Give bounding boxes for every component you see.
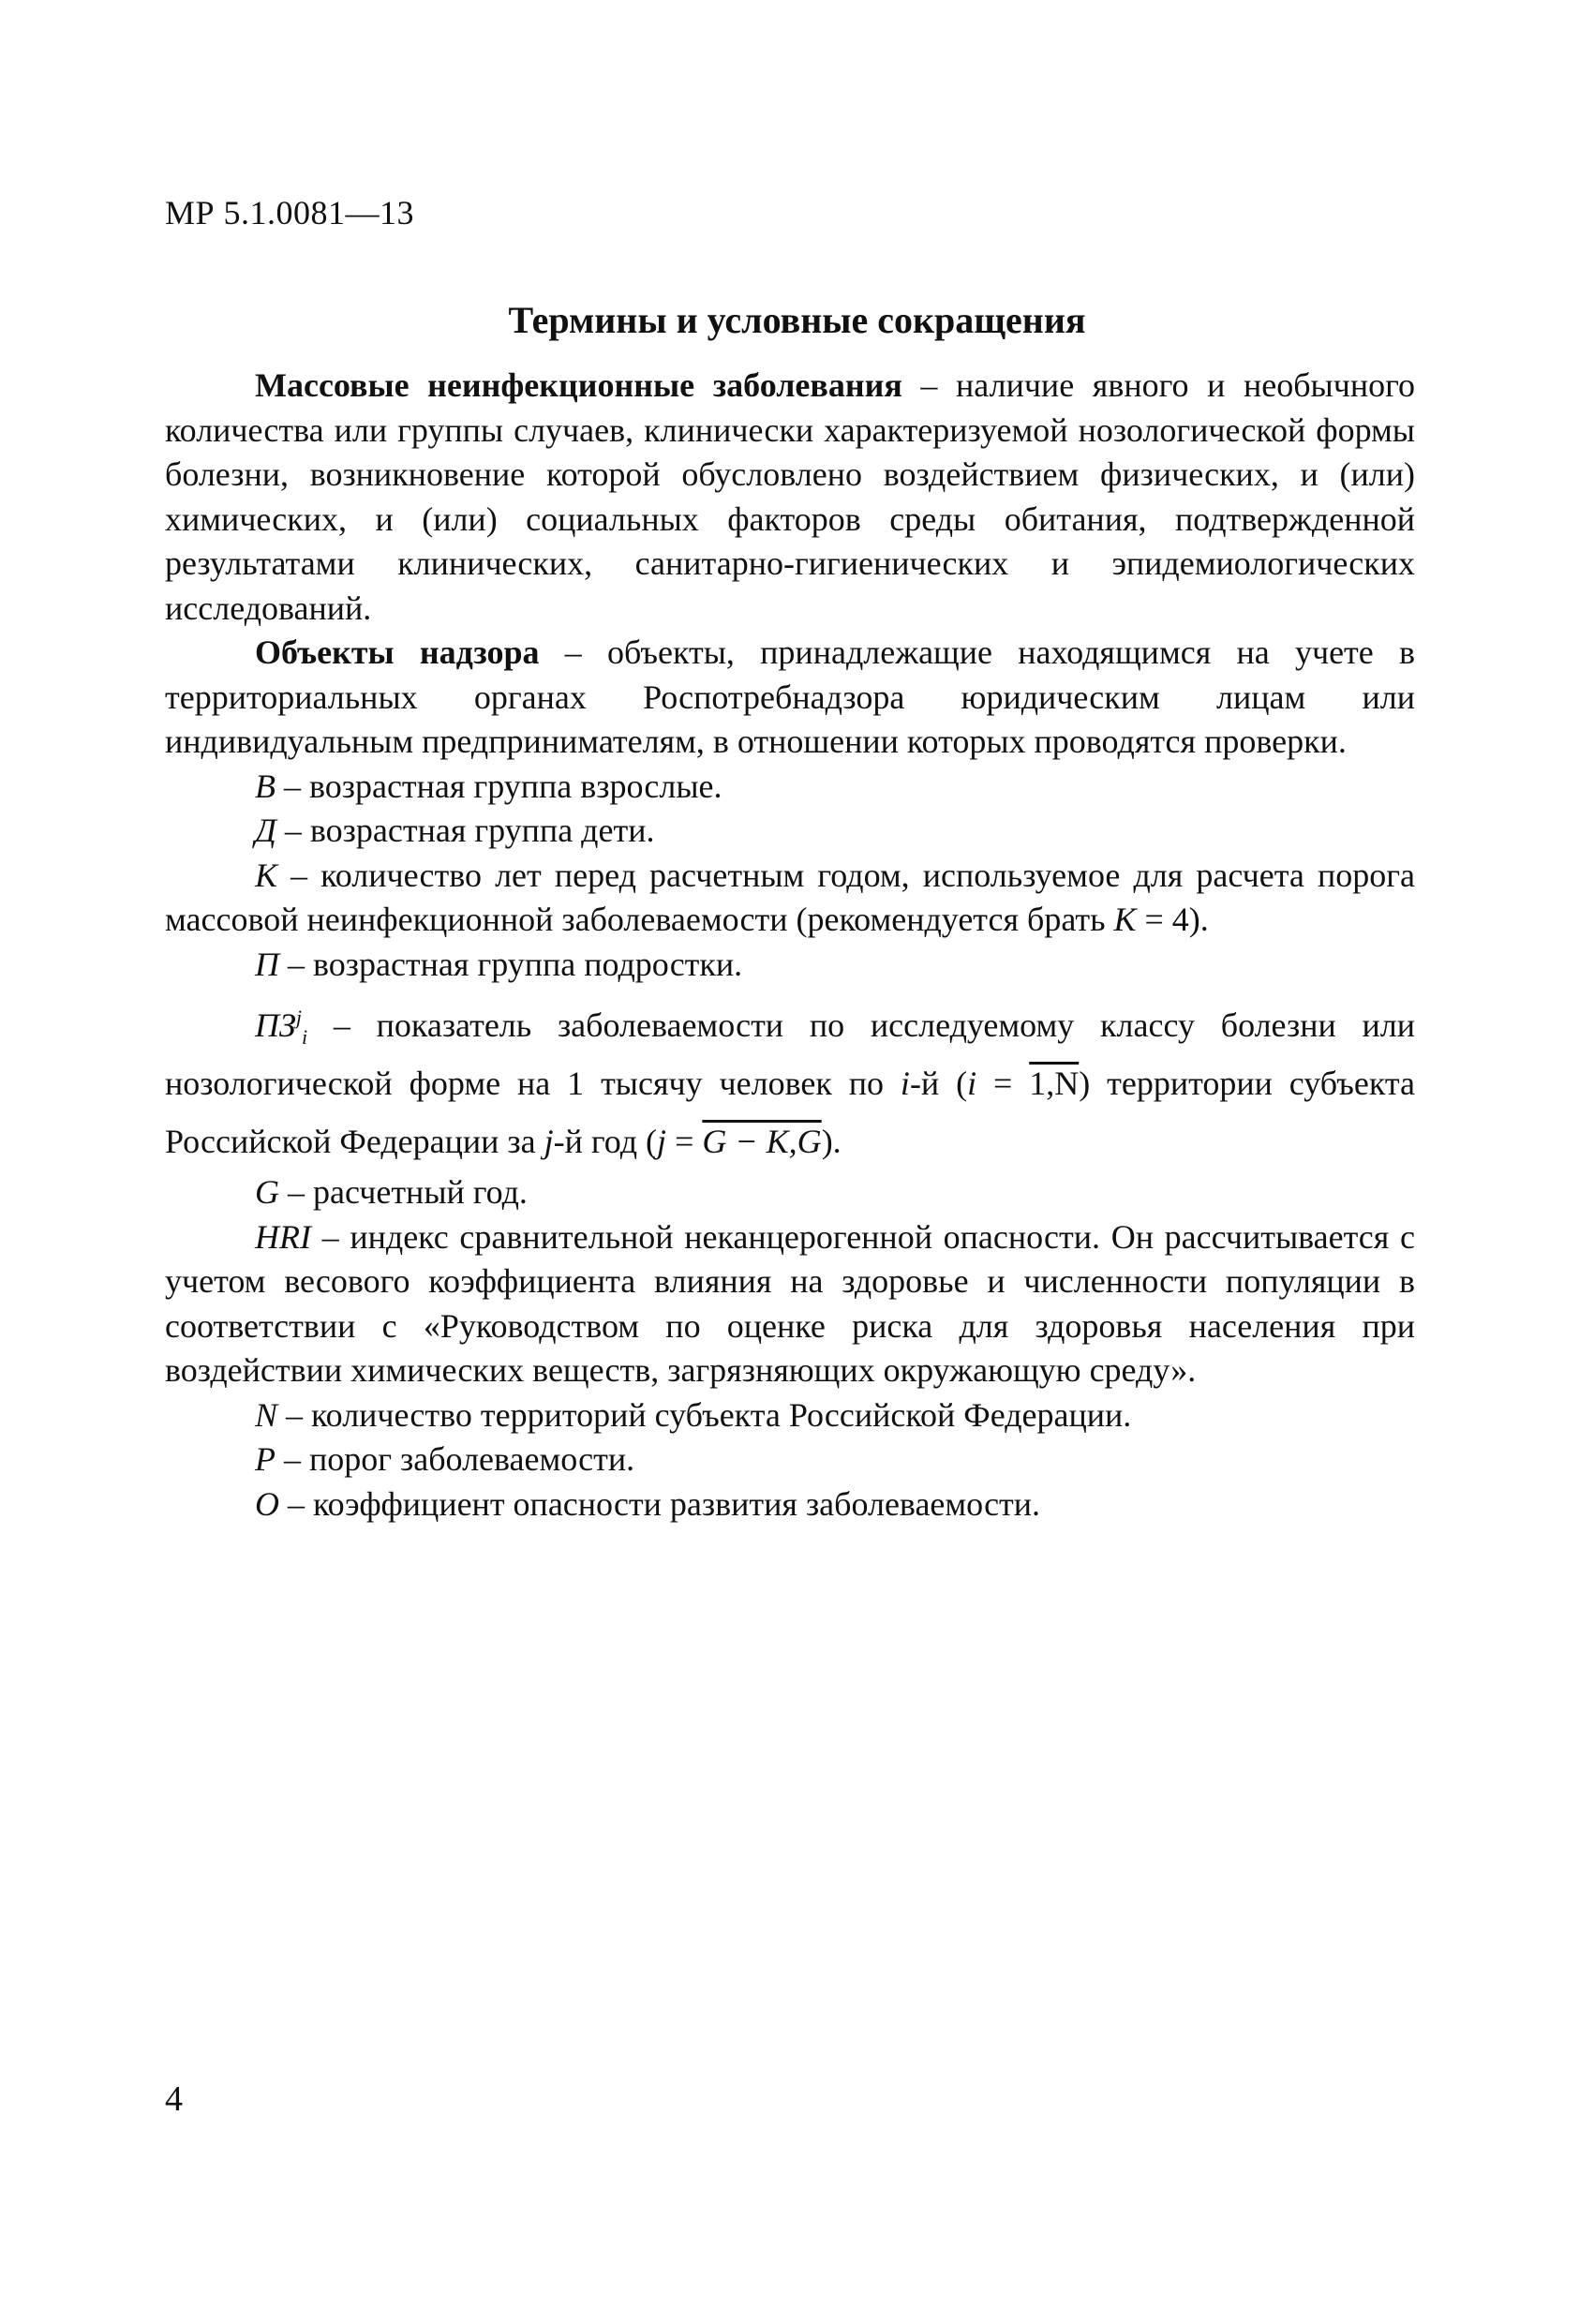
term-hri xyxy=(165,1215,1415,1393)
term-b xyxy=(165,765,1415,810)
term-o xyxy=(165,1482,1415,1527)
var-i-eq: i xyxy=(967,1065,977,1102)
term-symbol: O xyxy=(255,1484,279,1523)
term-definition: – количество лет перед расчетным годом, используемое для расчета порога массовой неинфекционной заболеваемости (рекомендуется брать xyxy=(165,856,1415,938)
range-j: G − K,G xyxy=(702,1123,822,1160)
term-definition: – возрастная группа подростки. xyxy=(279,945,743,983)
term-symbol: P xyxy=(255,1440,276,1478)
term-symbol: ПЗ xyxy=(255,1006,296,1044)
var-i: i xyxy=(900,1065,910,1102)
var-j: j xyxy=(544,1123,554,1160)
range-i: 1,N xyxy=(1029,1065,1080,1102)
terms-list xyxy=(165,364,1415,1527)
term-symbol: G xyxy=(255,1173,279,1211)
term-example-value: = 4). xyxy=(1136,901,1209,938)
superscript-j: j xyxy=(295,1006,302,1029)
term-definition: – порог заболеваемости. xyxy=(276,1440,635,1478)
term-example-symbol: К xyxy=(1113,901,1137,938)
term-p-teen xyxy=(165,943,1415,988)
term-symbol: К xyxy=(255,856,277,894)
term-definition: – количество территорий субъекта Российской Федерации. xyxy=(277,1395,1132,1434)
term-name: Массовые неинфекционные заболевания xyxy=(255,366,902,404)
term-definition-part: – показатель заболеваемости по исследуемому классу болезни или нозологической форме на 1 тысячу человек по xyxy=(165,1006,1415,1102)
term-symbol: HRI xyxy=(255,1217,311,1256)
term-mass-disease xyxy=(165,364,1415,631)
document-code: МР 5.1.0081—13 xyxy=(165,194,415,231)
term-definition-part: -й ( xyxy=(909,1065,968,1102)
term-definition: – объекты, принадлежащие находящимся на учете в территориальных органах Роспотребнадзора юридическим лицам или индивидуальным предпринимателям, в отношении которых проводятся проверки. xyxy=(165,633,1415,760)
term-p xyxy=(165,1438,1415,1482)
term-pz: $ПЗ^j_i$ – показатель заболеваемости по исследуемому классу болезни или нозологической форме на 1 тысячу человек по i-й (i = 1,N) территории субъекта Российской Федерации за j-й год (j = G − K,G). xyxy=(165,1006,1415,1160)
term-d xyxy=(165,809,1415,854)
term-supervision-objects xyxy=(165,631,1415,765)
term-symbol: Д xyxy=(255,812,276,849)
term-definition: – расчетный год. xyxy=(279,1173,528,1211)
term-definition-part: -й год ( xyxy=(553,1123,658,1160)
subscript-i: i xyxy=(301,1025,308,1050)
term-definition: – коэффициент опасности развития заболеваемости. xyxy=(279,1484,1041,1523)
term-definition: – индекс сравнительной неканцерогенной опасности. Он рассчитывается с учетом весового коэффициента влияния на здоровье и численности популяции в соответствии с «Руководством по оценке риска для здоровья населения при воздействии химических веществ, загрязняющих окружающую среду». xyxy=(165,1217,1415,1389)
term-symbol: П xyxy=(255,945,279,983)
term-n xyxy=(165,1393,1415,1438)
term-k xyxy=(165,854,1415,943)
var-j-eq: j xyxy=(657,1123,667,1160)
term-symbol: N xyxy=(255,1395,278,1434)
term-name: Объекты надзора xyxy=(255,633,540,671)
term-symbol: В xyxy=(255,767,276,805)
term-definition: – наличие явного и необычного количества или группы случаев, клинически характеризуемой нозологической формы болезни, возникновение которой обусловлено воздействием физических, и (или) химических, и (или) социальных факторов среды обитания, подтвержденной результатами клинических, санитарно-гигиенических и эпидемиологических исследований. xyxy=(165,366,1415,627)
section-title: Термины и условные сокращения xyxy=(508,299,1086,341)
term-definition: – возрастная группа взрослые. xyxy=(276,767,723,805)
term-definition-part: ). xyxy=(821,1123,842,1160)
term-g xyxy=(165,1170,1415,1215)
term-definition: – возрастная группа дети. xyxy=(276,812,655,849)
page-number: 4 xyxy=(165,2079,183,2119)
term-definition-part: ) территории субъекта Российской Федерации за xyxy=(165,1065,1415,1160)
